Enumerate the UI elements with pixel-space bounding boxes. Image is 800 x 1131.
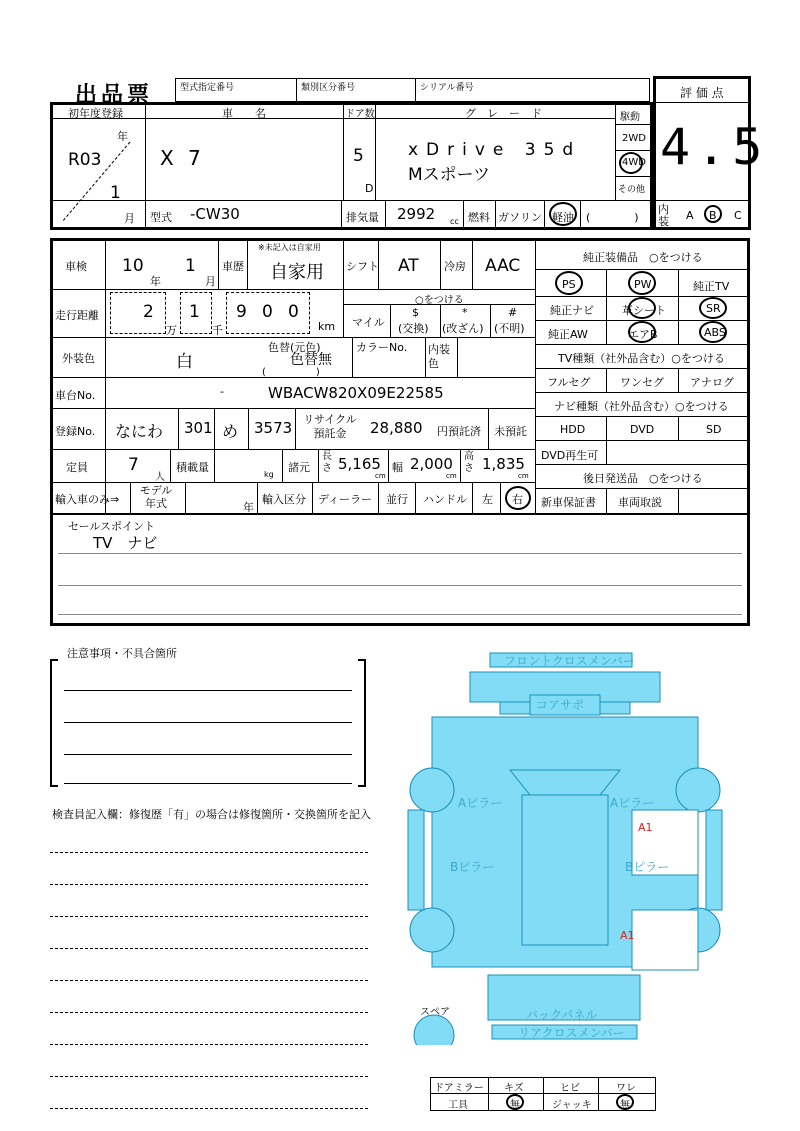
fuel-label: 燃料 (468, 211, 490, 224)
repaint-value: 色替無 (290, 352, 332, 368)
history-note: ※未記入は自家用 (258, 243, 321, 252)
displacement-label: 排気量 (346, 211, 379, 224)
class-label: 類別区分番号 (301, 83, 356, 93)
inspection-label: 車検 (65, 260, 87, 273)
later-title: 後日発送品 ○をつける (583, 472, 703, 485)
a-pillar-right-label: Aピラー (610, 796, 655, 810)
inspection-month: 1 (185, 256, 196, 276)
legend-jack-circle (616, 1094, 634, 1110)
mileage-man: 万 (166, 324, 177, 337)
equip-ps-circle (555, 271, 583, 295)
mileage-alt-sym: * (462, 306, 468, 319)
reg-number: 3573 (254, 419, 293, 437)
capacity-unit: 人 (155, 472, 165, 483)
width-value: 2,000 (410, 455, 453, 473)
legend-mirror: ドアミラー (434, 1083, 484, 1094)
import-label: 輸入車のみ⇒ (55, 493, 120, 506)
grade-line2: Mスポーツ (408, 165, 490, 185)
tv-title: TV種類（社外品含む）○をつける (558, 352, 725, 365)
length-value: 5,165 (338, 455, 381, 473)
handle-right: 右 (512, 493, 523, 506)
recycle-value: 28,880 (370, 419, 423, 437)
doors-label: ドア数 (345, 109, 375, 120)
mileage-km: km (318, 320, 336, 333)
type-cert-label: 型式指定番号 (180, 83, 235, 93)
damage-mark-2: A1 (620, 929, 635, 942)
reg-class: 301 (184, 419, 213, 437)
mileage-sen: 千 (212, 324, 223, 337)
navi-sd: SD (706, 423, 722, 436)
mileage-d2: 1 (189, 302, 200, 322)
equip-pw: PW (634, 278, 652, 291)
mileage-d5: 0 (288, 302, 299, 322)
mileage-mile: マイル (352, 316, 385, 329)
repaint-paren: ( ) (262, 367, 320, 378)
recycle-unit: 円預託済 (437, 425, 481, 438)
reg-kana: め (222, 422, 239, 441)
history-value: 自家用 (270, 262, 324, 283)
height-label: 高さ (464, 451, 474, 474)
tv-fullseg: フルセグ (547, 376, 591, 389)
import-kind-label: 輸入区分 (262, 493, 306, 506)
ext-color-label: 外装色 (62, 352, 95, 365)
navi-dvd: DVD (630, 423, 655, 436)
interior-b: B (709, 209, 717, 222)
interior-b-circle (704, 205, 722, 223)
interior-label: 内装 (658, 203, 669, 228)
legend-tools-value: 無 (510, 1100, 520, 1111)
model-year-unit: 年 (243, 501, 254, 514)
legend-scratch: キズ (504, 1083, 524, 1094)
import-parallel: 並行 (386, 493, 408, 506)
drive-4wd-circle (619, 152, 643, 174)
grade-value: 4.5 (660, 118, 769, 176)
grade-label: グ レ ー ド (465, 107, 542, 120)
capacity-label: 定員 (66, 461, 88, 474)
import-dealer: ディーラー (318, 493, 373, 506)
fuel-diesel: 軽油 (552, 211, 574, 224)
handle-left: 左 (482, 493, 493, 506)
height-value: 1,835 (482, 455, 525, 473)
reg-region: なにわ (115, 422, 164, 441)
equip-airbag-circle (628, 321, 656, 343)
mileage-d3: 9 (236, 302, 247, 322)
caution-bracket-left (50, 659, 58, 787)
chassis-label: 車台No. (55, 389, 96, 402)
tv-oneseg: ワンセグ (620, 376, 664, 389)
drive-label: 駆動 (620, 112, 640, 123)
interior-c: C (734, 209, 742, 222)
mileage-unk: (不明) (494, 322, 525, 335)
car-body-diagram (400, 645, 730, 1045)
displacement-value: 2992 (397, 205, 436, 223)
drive-4wd: 4WD (622, 157, 646, 168)
handle-right-circle (505, 486, 531, 510)
chassis-value: WBACW820X09E22585 (268, 384, 444, 402)
front-cross-label: フロントクロスメンバー (504, 654, 635, 668)
model-year-label: モデル年式 (139, 484, 173, 510)
equip-leather-circle (628, 297, 656, 319)
mileage-d4: 0 (262, 302, 273, 322)
capacity-value: 7 (128, 455, 139, 475)
equip-tv: 純正TV (693, 280, 730, 293)
registration-label: 登録No. (55, 425, 96, 438)
equip-aw: 純正AW (548, 328, 588, 341)
caution-bracket-right (358, 659, 366, 787)
dims-label: 諸元 (288, 461, 310, 474)
legend-tools: 工具 (448, 1100, 468, 1111)
date-slash (60, 140, 132, 224)
car-name-label: 車 名 (222, 107, 266, 120)
b-pillar-left-label: Bピラー (450, 860, 495, 874)
inspection-month-unit: 月 (205, 275, 216, 288)
doors-sub: D (365, 182, 374, 195)
shift-label: シフト (346, 260, 379, 273)
length-unit: cm (375, 472, 386, 480)
mileage-unk-sym: # (508, 306, 518, 319)
equip-sr-circle (699, 297, 727, 319)
color-no-label: カラーNo. (356, 341, 408, 354)
mileage-exch-sym: $ (412, 306, 419, 319)
width-unit: cm (446, 472, 457, 480)
car-name-value: X 7 (160, 146, 205, 170)
legend-crack: ヒビ (560, 1083, 580, 1094)
first-reg-month: 1 (110, 183, 121, 203)
legend-break: ワレ (616, 1083, 636, 1094)
chassis-dash: - (220, 385, 224, 398)
fuel-gasoline: ガソリン (498, 211, 542, 224)
equip-airbag: エアB (628, 328, 658, 341)
ac-value: AAC (485, 256, 521, 276)
load-unit: kg (264, 470, 274, 479)
mileage-label: 走行距離 (55, 309, 99, 322)
equip-sr: SR (706, 302, 721, 315)
ext-color-value: 白 (176, 352, 193, 372)
inspection-year: 10 (122, 256, 144, 276)
doors-value: 5 (353, 146, 364, 166)
mileage-alt: (改ざん) (442, 322, 484, 335)
mileage-mark-note: ○をつける (415, 295, 464, 306)
damage-mark-1: A1 (638, 821, 653, 834)
load-label: 積載量 (176, 461, 209, 474)
serial-label: シリアル番号 (420, 83, 474, 93)
later-manual: 車両取説 (618, 496, 662, 509)
first-reg-label: 初年度登録 (68, 107, 123, 120)
month-unit: 月 (124, 212, 135, 225)
shift-value: AT (398, 256, 419, 276)
inspector-label: 検査員記入欄：修復歴「有」の場合は修復箇所・交換箇所を記入 (52, 808, 371, 821)
spare-label: スペア (420, 1007, 450, 1018)
core-support-label: コアサポ (536, 698, 585, 712)
equip-pw-circle (628, 271, 656, 295)
form-title: 出品票 (75, 83, 154, 108)
handle-label: ハンドル (423, 493, 467, 506)
navi-hdd: HDD (560, 423, 586, 436)
equip-abs-circle (699, 321, 727, 343)
equip-navi: 純正ナビ (550, 304, 594, 317)
equip-leather: 革シート (622, 304, 666, 317)
sales-text: TV ナビ (93, 534, 158, 552)
later-warranty: 新車保証書 (541, 496, 596, 509)
length-label: 長さ (322, 451, 332, 474)
inspection-year-unit: 年 (150, 275, 161, 288)
legend-tools-circle (506, 1094, 524, 1110)
dvd-play: DVD再生可 (541, 449, 599, 462)
equip-ps: PS (562, 278, 576, 291)
caution-label: 注意事項・不具合箇所 (67, 647, 177, 660)
mileage-d1: 2 (143, 302, 154, 322)
mileage-exch: (交換) (398, 322, 429, 335)
grade-line1: xDrive 35d (408, 140, 582, 160)
recycle-label: リサイクル預託金 (303, 413, 357, 440)
drive-other: その他 (618, 185, 646, 195)
tv-analog: アナログ (690, 376, 734, 389)
era-year: R03 (68, 150, 102, 170)
fuel-paren: ( ) (586, 211, 639, 224)
legend-jack-value: 無 (620, 1100, 630, 1111)
a-pillar-left-label: Aピラー (458, 796, 503, 810)
rear-cross-label: リアクロスメンバー (518, 1026, 625, 1040)
drive-2wd: 2WD (622, 133, 646, 144)
int-color-label: 内装色 (428, 343, 450, 370)
height-unit: cm (518, 472, 529, 480)
repaint-label: 色替(元色) (268, 341, 321, 354)
model-value: -CW30 (190, 205, 240, 223)
year-unit: 年 (117, 130, 128, 143)
width-label: 幅 (392, 461, 403, 474)
grade-title: 評 価 点 (680, 86, 724, 100)
back-panel-label: バックパネル (526, 1008, 598, 1022)
legend-jack: ジャッキ (552, 1100, 592, 1111)
sales-label: セールスポイント (68, 520, 156, 533)
displacement-unit: cc (450, 217, 459, 226)
b-pillar-right-label: Bピラー (625, 860, 670, 874)
equip-title: 純正装備品 ○をつける (583, 251, 703, 264)
equip-abs: ABS (704, 326, 726, 339)
history-label: 車歴 (222, 260, 244, 273)
interior-a: A (686, 209, 694, 222)
navi-title: ナビ種類（社外品含む）○をつける (554, 400, 729, 413)
fuel-diesel-circle (549, 202, 577, 226)
ac-label: 冷房 (444, 260, 466, 273)
model-label: 型式 (150, 211, 172, 224)
recycle-unpaid: 未預託 (494, 425, 527, 438)
